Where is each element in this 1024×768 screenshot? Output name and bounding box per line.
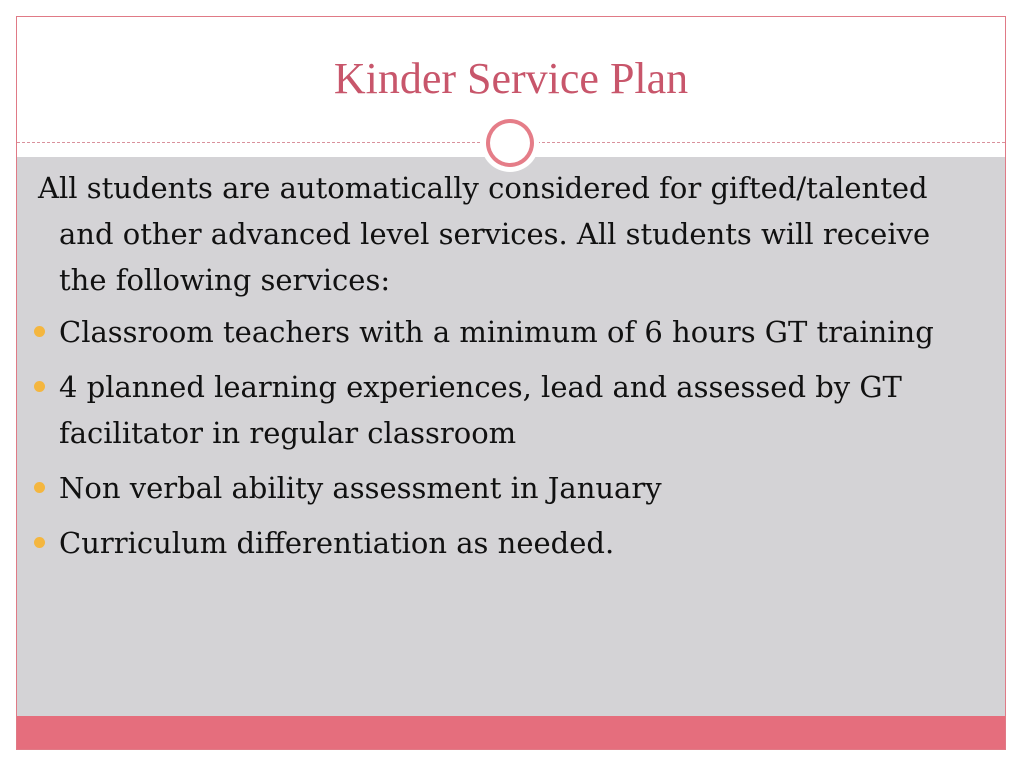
list-item-text: Non verbal ability assessment in January	[59, 471, 662, 505]
list-item-text: 4 planned learning experiences, lead and assessed by GT facilitator in regular classroom	[59, 370, 902, 450]
list-item-text: Classroom teachers with a minimum of 6 hours GT training	[59, 315, 934, 349]
intro-paragraph: All students are automatically considered for gifted/talented and other advanced level services. All students will receive the following services:	[38, 171, 931, 297]
bullet-icon	[34, 537, 45, 548]
list-item	[30, 465, 960, 511]
list-item	[30, 364, 960, 456]
list-item	[30, 309, 960, 355]
list-item-text: Curriculum differentiation as needed.	[59, 526, 615, 560]
ring-ornament-band	[486, 119, 534, 167]
bullet-list	[30, 309, 960, 566]
ring-ornament-icon	[481, 114, 539, 172]
body-text	[30, 165, 960, 575]
slide-title: Kinder Service Plan	[333, 54, 689, 103]
ring-ornament-center	[490, 123, 530, 163]
bullet-icon	[34, 326, 45, 337]
list-item	[30, 520, 960, 566]
footer-bar	[17, 716, 1005, 750]
bullet-icon	[34, 482, 45, 493]
bullet-icon	[34, 381, 45, 392]
